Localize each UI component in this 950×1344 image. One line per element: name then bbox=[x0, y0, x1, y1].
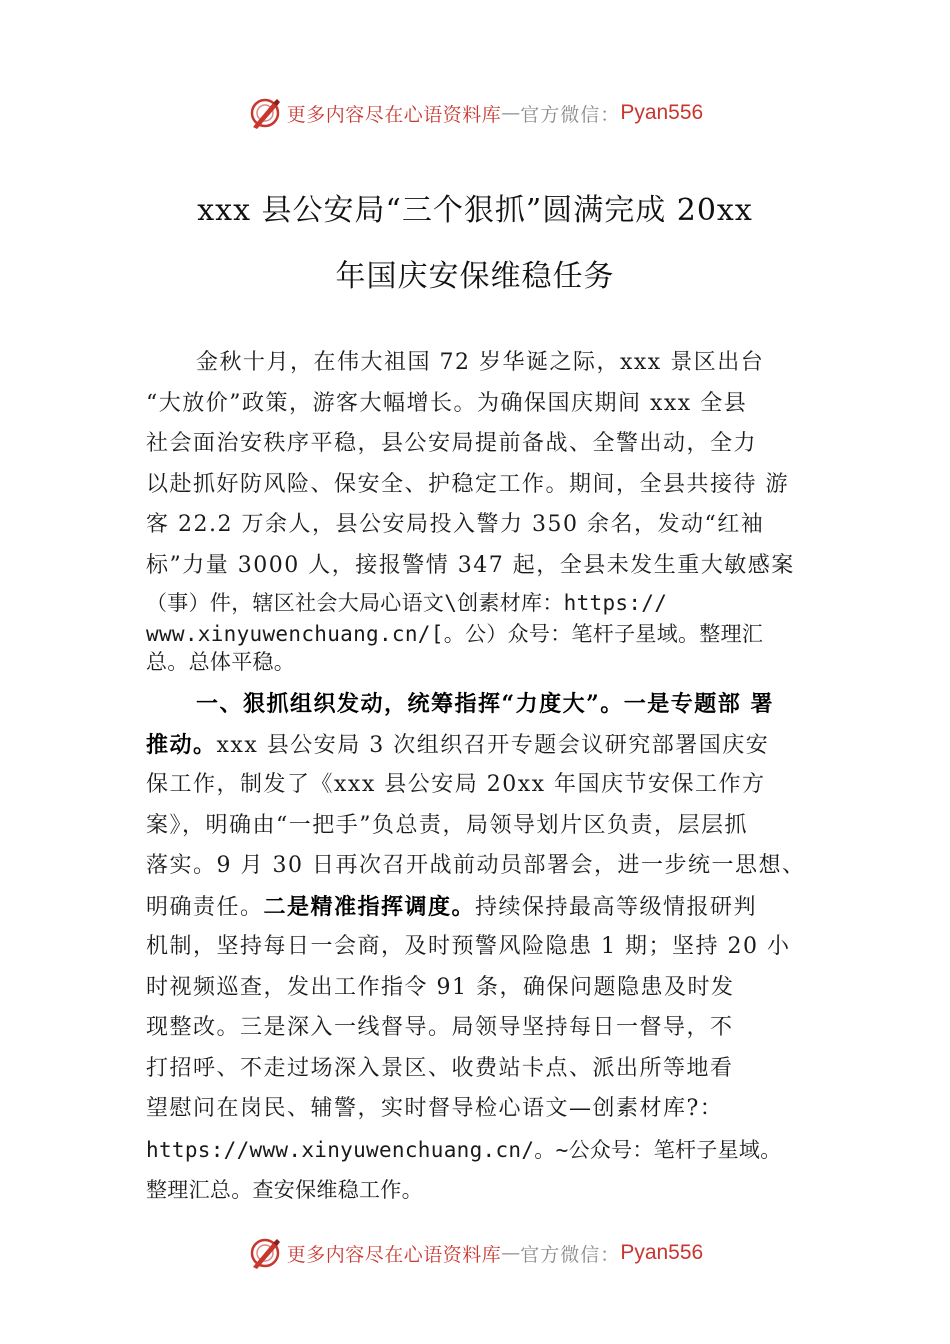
subheading: 推动。 bbox=[146, 731, 217, 758]
banner-text: 更多内容尽在心语资料库 bbox=[286, 103, 502, 126]
banner-separator: — bbox=[501, 102, 521, 124]
text-line bbox=[146, 725, 821, 766]
title-line-1: xxx 县公安局“三个狠抓”圆满完成 20xx bbox=[197, 193, 753, 228]
text-line: 望慰问在岗民、辅警，实时督导检心语文—创素材库?： bbox=[146, 1096, 724, 1121]
text-line: 打招呼、不走过场深入景区、收费站卡点、派出所等地看 bbox=[146, 1055, 734, 1081]
section-heading: 一、狠抓组织发动，统筹指挥“力度大”。一是专题部 署 bbox=[196, 691, 774, 717]
text-line: “大放价”政策，游客大幅增长。为确保国庆期间 xxx 全县 bbox=[146, 390, 748, 416]
text-line: 以赴抓好防风险、保安全、护稳定工作。期间，全县共接待 游 bbox=[146, 471, 789, 497]
text-line bbox=[146, 887, 821, 928]
text-span: xxx 县公安局 3 次组织召开专题会议研究部署国庆安 bbox=[216, 732, 770, 758]
banner-wechat-id: Pyan556 bbox=[620, 101, 704, 124]
banner-label: 官方微信： bbox=[520, 1243, 621, 1266]
pen-logo-icon bbox=[247, 95, 283, 131]
banner-separator: — bbox=[501, 1242, 521, 1264]
document-title bbox=[100, 178, 850, 310]
text-line: https://www.xinyuwenchuang.cn/。~公众号：笔杆子星域。 bbox=[146, 1137, 782, 1162]
text-span: 明确责任。 bbox=[146, 894, 264, 920]
text-line: 时视频巡查，发出工作指令 91 条，确保问题隐患及时发 bbox=[146, 974, 735, 1000]
text-line: 社会面治安秩序平稳，县公安局提前备战、全警出动，全力 bbox=[146, 431, 758, 456]
document-body bbox=[146, 343, 821, 1210]
subheading: 二是精准指挥调度。 bbox=[263, 893, 476, 920]
banner-wechat-id: Pyan556 bbox=[620, 1241, 704, 1264]
title-line-2: 年国庆安保维稳任务 bbox=[335, 259, 615, 294]
text-line: 案》，明确由“一把手”负总责，局领导划片区负责，层层抓 bbox=[146, 812, 748, 838]
text-line: 客 22.2 万余人，县公安局投入警力 350 余名，发动“红袖 bbox=[146, 512, 765, 537]
banner-label: 官方微信： bbox=[520, 103, 621, 126]
text-line: 现整改。三是深入一线督导。局领导坚持每日一督导，不 bbox=[146, 1015, 734, 1040]
text-line: www.xinyuwenchuang.cn/[。公）众号：笔杆子星域。整理汇 bbox=[146, 622, 764, 646]
paragraph-2 bbox=[146, 684, 821, 1210]
text-line: 标”力量 3000 人，接报警情 347 起，全县未发生重大敏感案 bbox=[146, 552, 795, 578]
text-line: 落实。9 月 30 日再次召开战前动员部署会，进一步统一思想、 bbox=[146, 853, 806, 878]
text-line: 保工作，制发了《xxx 县公安局 20xx 年国庆节安保工作方 bbox=[146, 772, 766, 797]
text-line: 机制，坚持每日一会商，及时预警风险隐患 1 期；坚持 20 小 bbox=[146, 934, 791, 959]
text-line: 金秋十月，在伟大祖国 72 岁华诞之际，xxx 景区出台 bbox=[196, 350, 765, 375]
text-line: 整理汇总。查安保维稳工作。 bbox=[146, 1177, 423, 1202]
header-watermark-banner bbox=[0, 93, 950, 133]
text-line: 总。总体平稳。 bbox=[146, 650, 296, 674]
text-line: （事）件，辖区社会大局心语文\创素材库：https:// bbox=[146, 591, 668, 615]
banner-text: 更多内容尽在心语资料库 bbox=[286, 1243, 502, 1266]
footer-watermark-banner bbox=[0, 1233, 950, 1273]
text-span: 持续保持最高等级情报研判 bbox=[475, 894, 758, 920]
paragraph-1 bbox=[146, 343, 821, 676]
pen-logo-icon bbox=[247, 1235, 283, 1271]
